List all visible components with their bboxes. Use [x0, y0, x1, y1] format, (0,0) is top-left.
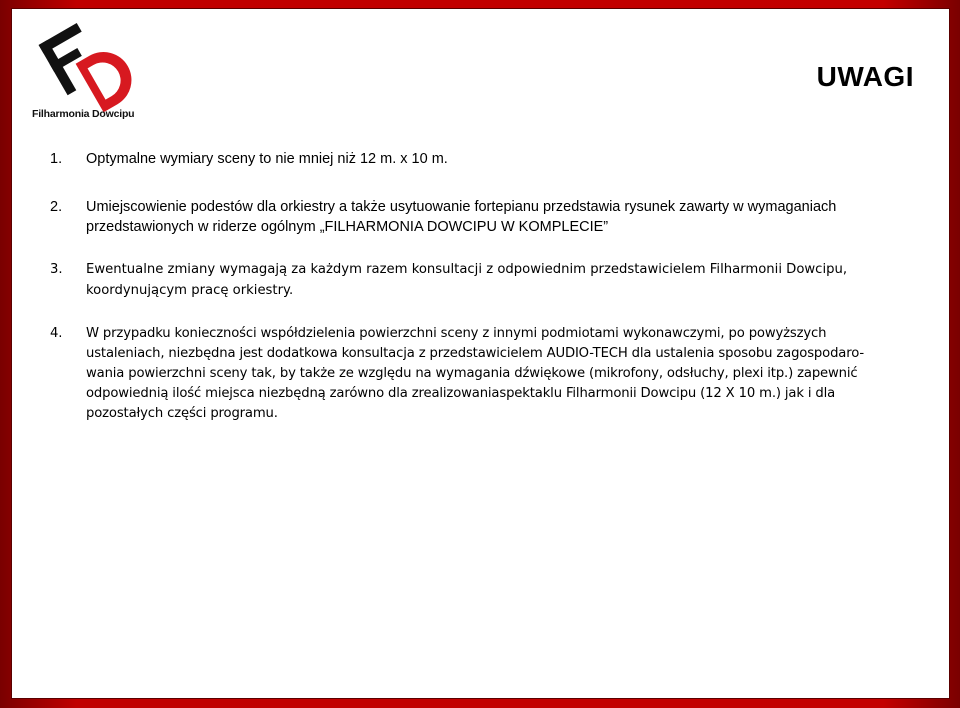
item-text-line: Umiejscowienie podestów dla orkiestry a także usytuowanie fortepianu przedstawia rysunek zawarty w wymaganiach — [86, 199, 837, 215]
item-text-line: koordynującym pracę orkiestry. — [86, 283, 294, 298]
item-number: 4. — [50, 326, 63, 341]
item-text-line: wania powierzchni sceny tak, by także ze względu na wymagania dźwiękowe (mikrofony, odsłuchy, plexi itp.) zapewnić — [86, 366, 858, 381]
list-item — [50, 259, 910, 301]
item-number: 2. — [50, 199, 63, 215]
list-item — [50, 324, 910, 424]
item-text-line: odpowiednią ilość miejsca niezbędną zarówno dla zrealizowaniaspektaklu Filharmonii Dowcipu (12 X 10 m.) jak i dla — [86, 386, 836, 401]
item-text-line: przedstawionych w riderze ogólnym „FILHARMONIA DOWCIPU W KOMPLECIE” — [86, 219, 609, 235]
item-number: 1. — [50, 151, 63, 167]
logo-d-shape — [76, 42, 140, 112]
item-text-line: ustaleniach, niezbędna jest dodatkowa konsultacja z przedstawicielem AUDIO-TECH dla ustalenia sposobu zagospodaro- — [86, 346, 864, 361]
item-text-line: Optymalne wymiary sceny to nie mniej niż 12 m. x 10 m. — [86, 151, 448, 167]
list-item — [50, 197, 910, 237]
slide-page — [12, 9, 949, 698]
list-item — [50, 149, 910, 169]
item-text-line: Ewentualne zmiany wymagają za każdym razem konsultacji z odpowiednim przedstawicielem Filharmonii Dowcipu, — [86, 262, 848, 277]
item-text-line: pozostałych części programu. — [86, 406, 278, 421]
logo-wordmark: Filharmonia Dowcipu — [32, 108, 135, 120]
page-title: UWAGI — [816, 61, 914, 92]
item-number: 3. — [50, 262, 63, 277]
item-text-line: W przypadku konieczności współdzielenia powierzchni sceny z innymi podmiotami wykonawczymi, po powyższych — [86, 326, 827, 341]
remarks-list — [50, 149, 910, 424]
